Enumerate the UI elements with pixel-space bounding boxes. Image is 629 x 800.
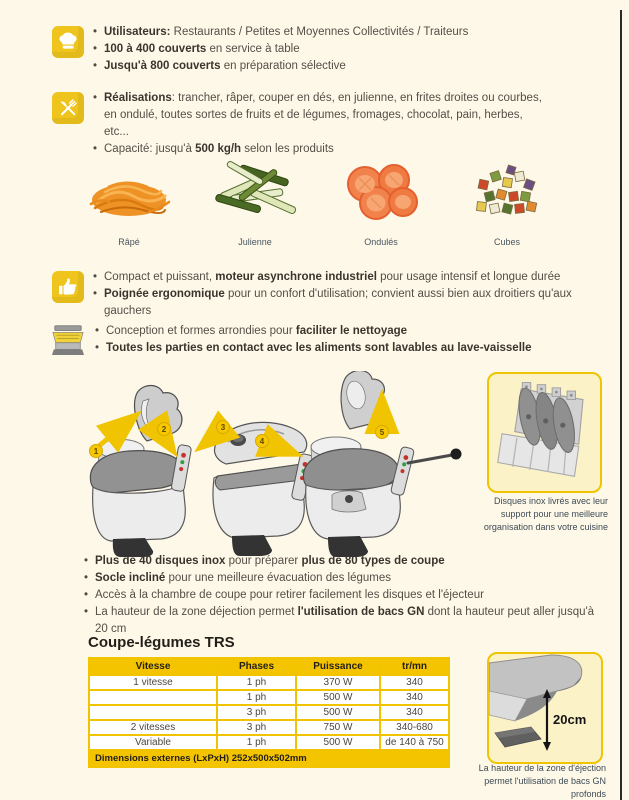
table-cell: 500 W (296, 735, 380, 750)
discs-bullets (84, 553, 602, 638)
bullet-text-bold: Utilisateurs: (104, 26, 171, 38)
bullet-text: La hauteur de la zone déjection permet (95, 606, 298, 618)
table-row (89, 705, 449, 720)
food-caption: Julienne (238, 237, 272, 247)
dishwasher-icon (50, 322, 86, 361)
step-number: 3 (220, 422, 226, 432)
food-figure-rape (72, 158, 186, 247)
table-header-cell: Phases (217, 658, 296, 675)
ejection-height-caption: La hauteur de la zone d'éjection permet l'utilisation de bacs GN profonds (478, 763, 606, 799)
table-cell: 1 ph (217, 735, 296, 750)
bullet-text: pour une meilleure évacuation des légumes (165, 572, 391, 584)
section-users (52, 26, 571, 75)
section-cleaning (50, 322, 581, 361)
table-row (89, 675, 449, 690)
bullet-text-bold: moteur asynchrone industriel (215, 271, 377, 283)
food-samples-row (72, 158, 564, 247)
bullet-text-bold: Toutes les parties en contact avec les aliments sont lavables au lave-vaisselle (106, 342, 532, 354)
food-figure-cubes (450, 158, 564, 247)
bullet-item (95, 323, 581, 340)
section-realisations (52, 92, 548, 158)
bullet-item (84, 570, 602, 587)
table-cell: 1 ph (217, 690, 296, 705)
bullet-item (93, 24, 571, 41)
tomato-slices-image (331, 158, 431, 224)
bullet-text-bold: Réalisations (104, 92, 172, 104)
ejection-zone-image (489, 654, 597, 758)
chef-hat-icon (52, 26, 84, 58)
bullet-text: pour usage intensif et longue durée (376, 271, 561, 283)
bullet-text-bold: plus de 80 types de coupe (301, 555, 445, 567)
food-figure-julienne (198, 158, 312, 247)
table-footer-row (89, 750, 449, 767)
table-row (89, 720, 449, 735)
step-number: 1 (93, 446, 99, 456)
shredded-carrot-image (79, 158, 179, 224)
table-cell: 340 (380, 705, 449, 720)
step-number: 5 (379, 427, 385, 437)
realisations-bullets (93, 90, 548, 158)
thumbs-up-icon (52, 271, 84, 303)
table-cell: 340 (380, 690, 449, 705)
table-cell: 3 ph (217, 720, 296, 735)
bullet-item (84, 553, 602, 570)
table-cell: 370 W (296, 675, 380, 690)
food-caption: Ondulés (364, 237, 398, 247)
disc-rack-image (489, 374, 596, 487)
bullet-item (95, 340, 581, 357)
table-cell: 340-680 (380, 720, 449, 735)
table-row (89, 735, 449, 750)
power-bullets (93, 269, 579, 320)
table-cell: de 140 à 750 (380, 735, 449, 750)
table-header-cell: Vitesse (89, 658, 217, 675)
food-caption: Cubes (493, 237, 520, 247)
bullet-text-bold: Plus de 40 disques inox (95, 555, 226, 567)
vegetable-cubes-image (457, 158, 557, 224)
table-header-cell: Puissance (296, 658, 380, 675)
bullet-text: Restaurants / Petites et Moyennes Collectivités / Traiteurs (170, 26, 469, 38)
bullet-item (93, 58, 571, 75)
table-cell: 2 vitesses (89, 720, 217, 735)
step-number: 4 (259, 436, 265, 446)
julienne-sticks-image (205, 158, 305, 224)
machine-open-illustration (90, 386, 191, 558)
table-cell (89, 690, 217, 705)
bullet-text: en service à table (206, 43, 300, 55)
bullet-item (93, 269, 579, 286)
bullet-item (93, 141, 548, 158)
bullet-item (84, 604, 602, 638)
bullet-text: en préparation sélective (220, 60, 346, 72)
section-power (52, 271, 579, 320)
spec-table (88, 657, 450, 768)
bullet-item (84, 587, 602, 604)
product-table-title: Coupe-légumes TRS (88, 634, 235, 651)
food-figure-ondules (324, 158, 438, 247)
bullet-text: selon les produits (241, 143, 334, 155)
bullet-text-bold: Socle incliné (95, 572, 166, 584)
bullet-text: Capacité: jusqu'à (104, 143, 196, 155)
disc-rack-caption: Disques inox livrés avec leur support pour une meilleure organisation dans votre cuisine (483, 496, 608, 532)
disc-rack-box (487, 372, 602, 493)
crossed-utensils-icon (52, 92, 84, 124)
table-cell: 500 W (296, 705, 380, 720)
table-header-cell: tr/mn (380, 658, 449, 675)
machine-disassembly-illustration (60, 371, 480, 560)
bullet-text-bold: 100 à 400 couverts (104, 43, 207, 55)
users-bullets (93, 24, 571, 75)
bullet-text: pour un confort d'utilisation; convient aussi bien aux droitiers qu'aux gauchers (104, 288, 572, 317)
page-edge-line (620, 10, 622, 800)
bullet-text: Accès à la chambre de coupe pour retirer facilement les disques et l'éjecteur (95, 589, 484, 601)
table-header-row (89, 658, 449, 675)
bullet-item (93, 90, 548, 141)
bullet-item (93, 286, 579, 320)
height-label: 20cm (553, 712, 587, 727)
bullet-text: Conception et formes arrondies pour (106, 325, 296, 337)
bullet-text: pour préparer (225, 555, 302, 567)
bullet-text-bold: l'utilisation de bacs GN (297, 606, 425, 618)
bullet-text: : trancher, râper, couper en dés, en julienne, en frites droites ou courbes, en ondulé, toutes sortes de fruits et de légumes, fromages, chocolat, pain, herbes, etc... (104, 92, 542, 138)
cleaning-bullets (95, 323, 581, 357)
bullet-text-bold: Poignée ergonomique (104, 288, 225, 300)
table-cell (89, 705, 217, 720)
bullet-text-bold: 500 kg/h (195, 143, 242, 155)
bullet-text-bold: faciliter le nettoyage (295, 325, 408, 337)
food-caption: Râpé (118, 237, 140, 247)
dimensions-footer: Dimensions externes (LxPxH) 252x500x502mm (89, 750, 449, 767)
table-cell: 500 W (296, 690, 380, 705)
table-cell: 750 W (296, 720, 380, 735)
table-cell: 1 vitesse (89, 675, 217, 690)
step-number: 2 (161, 424, 167, 434)
table-row (89, 690, 449, 705)
table-cell: 1 ph (217, 675, 296, 690)
bullet-text-bold: Jusqu'à 800 couverts (104, 60, 221, 72)
bullet-text: Compact et puissant, (104, 271, 216, 283)
table-cell: 340 (380, 675, 449, 690)
ejection-height-box (487, 652, 603, 764)
bullet-item (93, 41, 571, 58)
table-cell: Variable (89, 735, 217, 750)
table-cell: 3 ph (217, 705, 296, 720)
bullet-text: dont la hauteur peut aller jusqu'à 20 cm (95, 606, 595, 635)
